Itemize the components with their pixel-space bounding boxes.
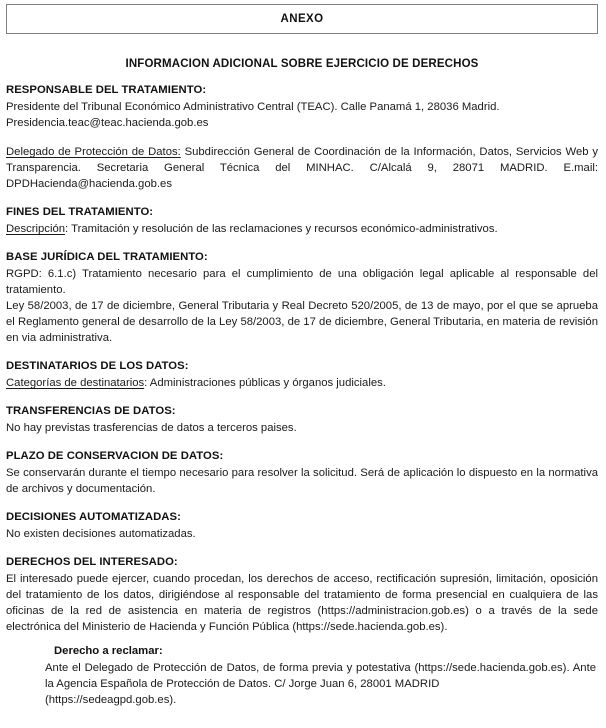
anexo-header-box bbox=[6, 4, 598, 34]
section-delegado bbox=[6, 144, 598, 192]
section-heading-plazo-conservacion: PLAZO DE CONSERVACION DE DATOS: bbox=[6, 449, 224, 462]
claim-block-heading: Derecho a reclamar: bbox=[54, 644, 163, 657]
section-heading-decisiones-automatizadas: DECISIONES AUTOMATIZADAS: bbox=[6, 510, 181, 523]
claim-block bbox=[6, 644, 598, 708]
section-body-base-juridica-ley: Ley 58/2003, de 17 de diciembre, General Tributaria y Real Decreto 520/2005, de 13 de mayo, por el que se aprueba el Reglamento general de desarrollo de la Ley 58/2003, de 17 de diciembre, General Tributaria, en materia de revisión en via administrativa. bbox=[6, 299, 598, 345]
section-plazo-conservacion bbox=[6, 449, 598, 497]
section-heading-fines: FINES DEL TRATAMIENTO: bbox=[6, 206, 154, 219]
document-content bbox=[6, 44, 598, 708]
section-body-base-juridica-rgpd: RGPD: 6.1.c) Tratamiento necesario para el cumplimiento de una obligación legal aplicable al responsable del tratamiento. bbox=[6, 267, 598, 296]
claim-block-body-text: Ante el Delegado de Protección de Datos, de forma previa y potestativa (https://sede.hacienda.gob.es). Ante la Agencia Española de Protección de Datos. C/ Jorge Juan 6, 28001 MADRID bbox=[45, 662, 596, 691]
section-derechos-interesado bbox=[6, 555, 598, 635]
claim-block-body bbox=[6, 660, 598, 708]
page-title: INFORMACION ADICIONAL SOBRE EJERCICIO DE DERECHOS bbox=[125, 58, 479, 70]
section-destinatarios bbox=[6, 359, 598, 391]
section-body-decisiones-automatizadas: No existen decisiones automatizadas. bbox=[6, 527, 196, 540]
section-heading-destinatarios: DESTINATARIOS DE LOS DATOS: bbox=[6, 360, 189, 373]
section-body-delegado bbox=[6, 144, 598, 192]
categorias-label: Categorías de destinatarios bbox=[6, 376, 145, 389]
claim-block-last-line: (https://sedeagpd.gob.es). bbox=[45, 694, 177, 707]
delegado-label: Delegado de Protección de Datos: bbox=[6, 145, 181, 158]
section-heading-responsable: RESPONSABLE DEL TRATAMIENTO: bbox=[6, 84, 207, 96]
section-body-destinatarios bbox=[6, 375, 598, 391]
section-heading-transferencias: TRANSFERENCIAS DE DATOS: bbox=[6, 405, 176, 417]
section-responsable bbox=[6, 83, 598, 131]
section-body-derechos-interesado: El interesado puede ejercer, cuando procedan, los derechos de acceso, rectificación supresión, limitación, oposición del tratamiento de los datos, dirigiéndose al responsable del tratamiento de forma presencial en cualquiera de las oficinas de la red de asistencia en materia de registros (https://administracion.gob.es) o a través de la sede electrónica del Ministerio de Hacienda y Función Pública (https://sede.hacienda.gob.es). bbox=[6, 572, 598, 633]
anexo-label: ANEXO bbox=[280, 13, 324, 25]
section-body-responsable: Presidente del Tribunal Económico Administrativo Central (TEAC). Calle Panamá 1, 28036 Madrid. Presidencia.teac@teac.hacienda.gob.es bbox=[6, 100, 500, 129]
section-heading-base-juridica: BASE JURÍDICA DEL TRATAMIENTO: bbox=[6, 251, 208, 263]
section-base-juridica bbox=[6, 250, 598, 346]
descripcion-text: : Tramitación y resolución de las reclamaciones y recursos económico-administrativos. bbox=[65, 222, 498, 235]
section-body-transferencias: No hay previstas trasferencias de datos a terceros paises. bbox=[6, 421, 297, 434]
section-transferencias bbox=[6, 404, 598, 436]
section-decisiones-automatizadas bbox=[6, 510, 598, 542]
section-body-fines bbox=[6, 221, 598, 237]
section-heading-derechos-interesado: DERECHOS DEL INTERESADO: bbox=[6, 555, 178, 568]
section-body-plazo-conservacion: Se conservarán durante el tiempo necesario para resolver la solicitud. Será de aplicación lo dispuesto en la normativa de archivos y documentación. bbox=[6, 466, 598, 495]
descripcion-label: Descripción bbox=[6, 222, 66, 235]
delegado-text: Subdirección General de Coordinación de la Información, Datos, Servicios Web y Transparencia. Secretaria General Técnica del MINHAC. C/Alcalá 9, 28071 MADRID. E.mail: DPDHacienda@hacienda.gob.es bbox=[6, 145, 598, 191]
categorias-text: : Administraciones públicas y órganos judiciales. bbox=[144, 376, 386, 389]
section-fines bbox=[6, 205, 598, 237]
